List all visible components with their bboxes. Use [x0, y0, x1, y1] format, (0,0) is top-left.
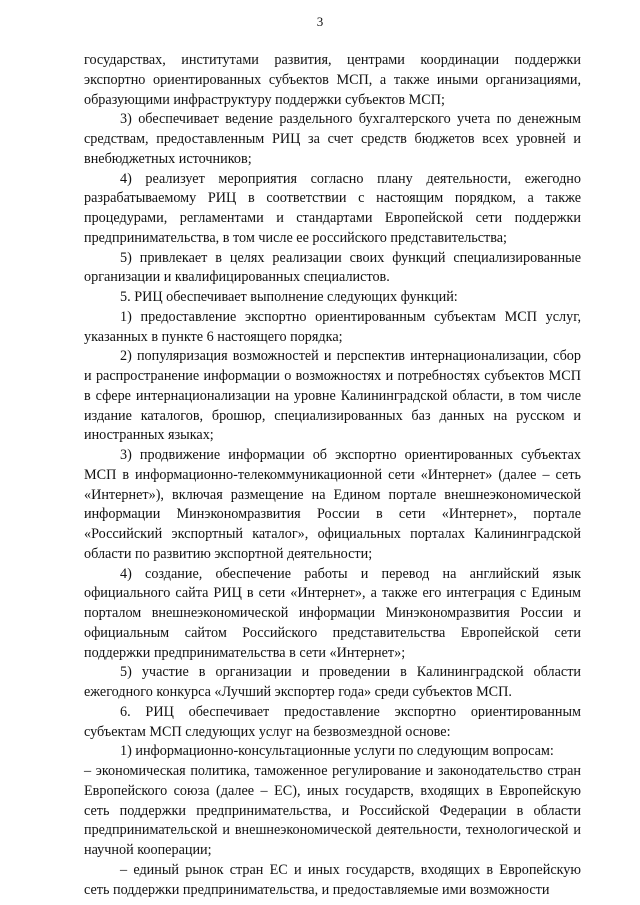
- paragraph: – единый рынок стран ЕС и иных государств, входящих в Европейскую сеть поддержки предпринимательства, и предоставляемые ими возможности: [84, 861, 581, 898]
- paragraph: 3) обеспечивает ведение раздельного бухгалтерского учета по денежным средствам, предоставленным РИЦ за счет средств бюджетов всех уровней и внебюджетных источников;: [84, 111, 581, 167]
- paragraph: государствах, институтами развития, центрами координации поддержки экспортно ориентированных субъектов МСП, а также иными организациями, образующими инфраструктуру поддержки субъектов МСП;: [84, 52, 581, 108]
- paragraph: 5. РИЦ обеспечивает выполнение следующих функций:: [120, 289, 458, 305]
- paragraph: 1) предоставление экспортно ориентированным субъектам МСП услуг, указанных в пункте 6 настоящего порядка;: [84, 308, 581, 345]
- paragraph: 1) информационно-консультационные услуги по следующим вопросам:: [120, 743, 554, 760]
- paragraph: – экономическая политика, таможенное регулирование и законодательство стран Европейского союза (далее – ЕС), иных государств, входящих в Европейскую сеть поддержки предпринимательства, и Российской Федерации в области предпринимательской и внешнеэкономической деятельности, технологической и научной кооперации;: [84, 763, 581, 858]
- paragraph: 2) популяризация возможностей и перспектив интернационализации, сбор и распространение информации о возможностях и потребностях субъектов МСП в сфере интернационализации на уровне Калининградской области, в том числе издание каталогов, брошюр, специализированных баз данных на русском и иностранных языках;: [84, 348, 581, 444]
- paragraph: 4) реализует мероприятия согласно плану деятельности, ежегодно разрабатываемому РИЦ в соответствии с настоящим порядком, а также процедурами, регламентами и стандартами Европейской сети поддержки предпринимательства, в том числе ее российского представительства;: [84, 170, 581, 246]
- page-number: 3: [316, 14, 324, 29]
- document-body: [84, 51, 581, 900]
- paragraph: 5) привлекает в целях реализации своих функций специализированные организации и квалифицированных специалистов.: [84, 249, 581, 286]
- paragraph: 5) участие в организации и проведении в Калининградской области ежегодного конкурса «Лучший экспортер года» среди субъектов МСП.: [84, 664, 581, 700]
- paragraph: 6. РИЦ обеспечивает предоставление экспортно ориентированным субъектам МСП следующих услуг на безвозмездной основе:: [84, 703, 581, 740]
- paragraph: 4) создание, обеспечение работы и перевод на английский язык официального сайта РИЦ в сети «Интернет», а также его интеграция с Единым порталом внешнеэкономической информации Минэкономразвития России и официальным сайтом Российского представительства Европейской сети поддержки предпринимательства в сети «Интернет»;: [84, 565, 581, 661]
- paragraph: 3) продвижение информации об экспортно ориентированных субъектах МСП в информационно-телекоммуникационной сети «Интернет» (далее – сеть «Интернет»), включая размещение на Едином портале внешнеэкономической информации Минэкономразвития России в сети «Интернет», портале «Российский экспортный каталог», официальных порталах Калининградской области по развитию экспортной деятельности;: [84, 447, 581, 562]
